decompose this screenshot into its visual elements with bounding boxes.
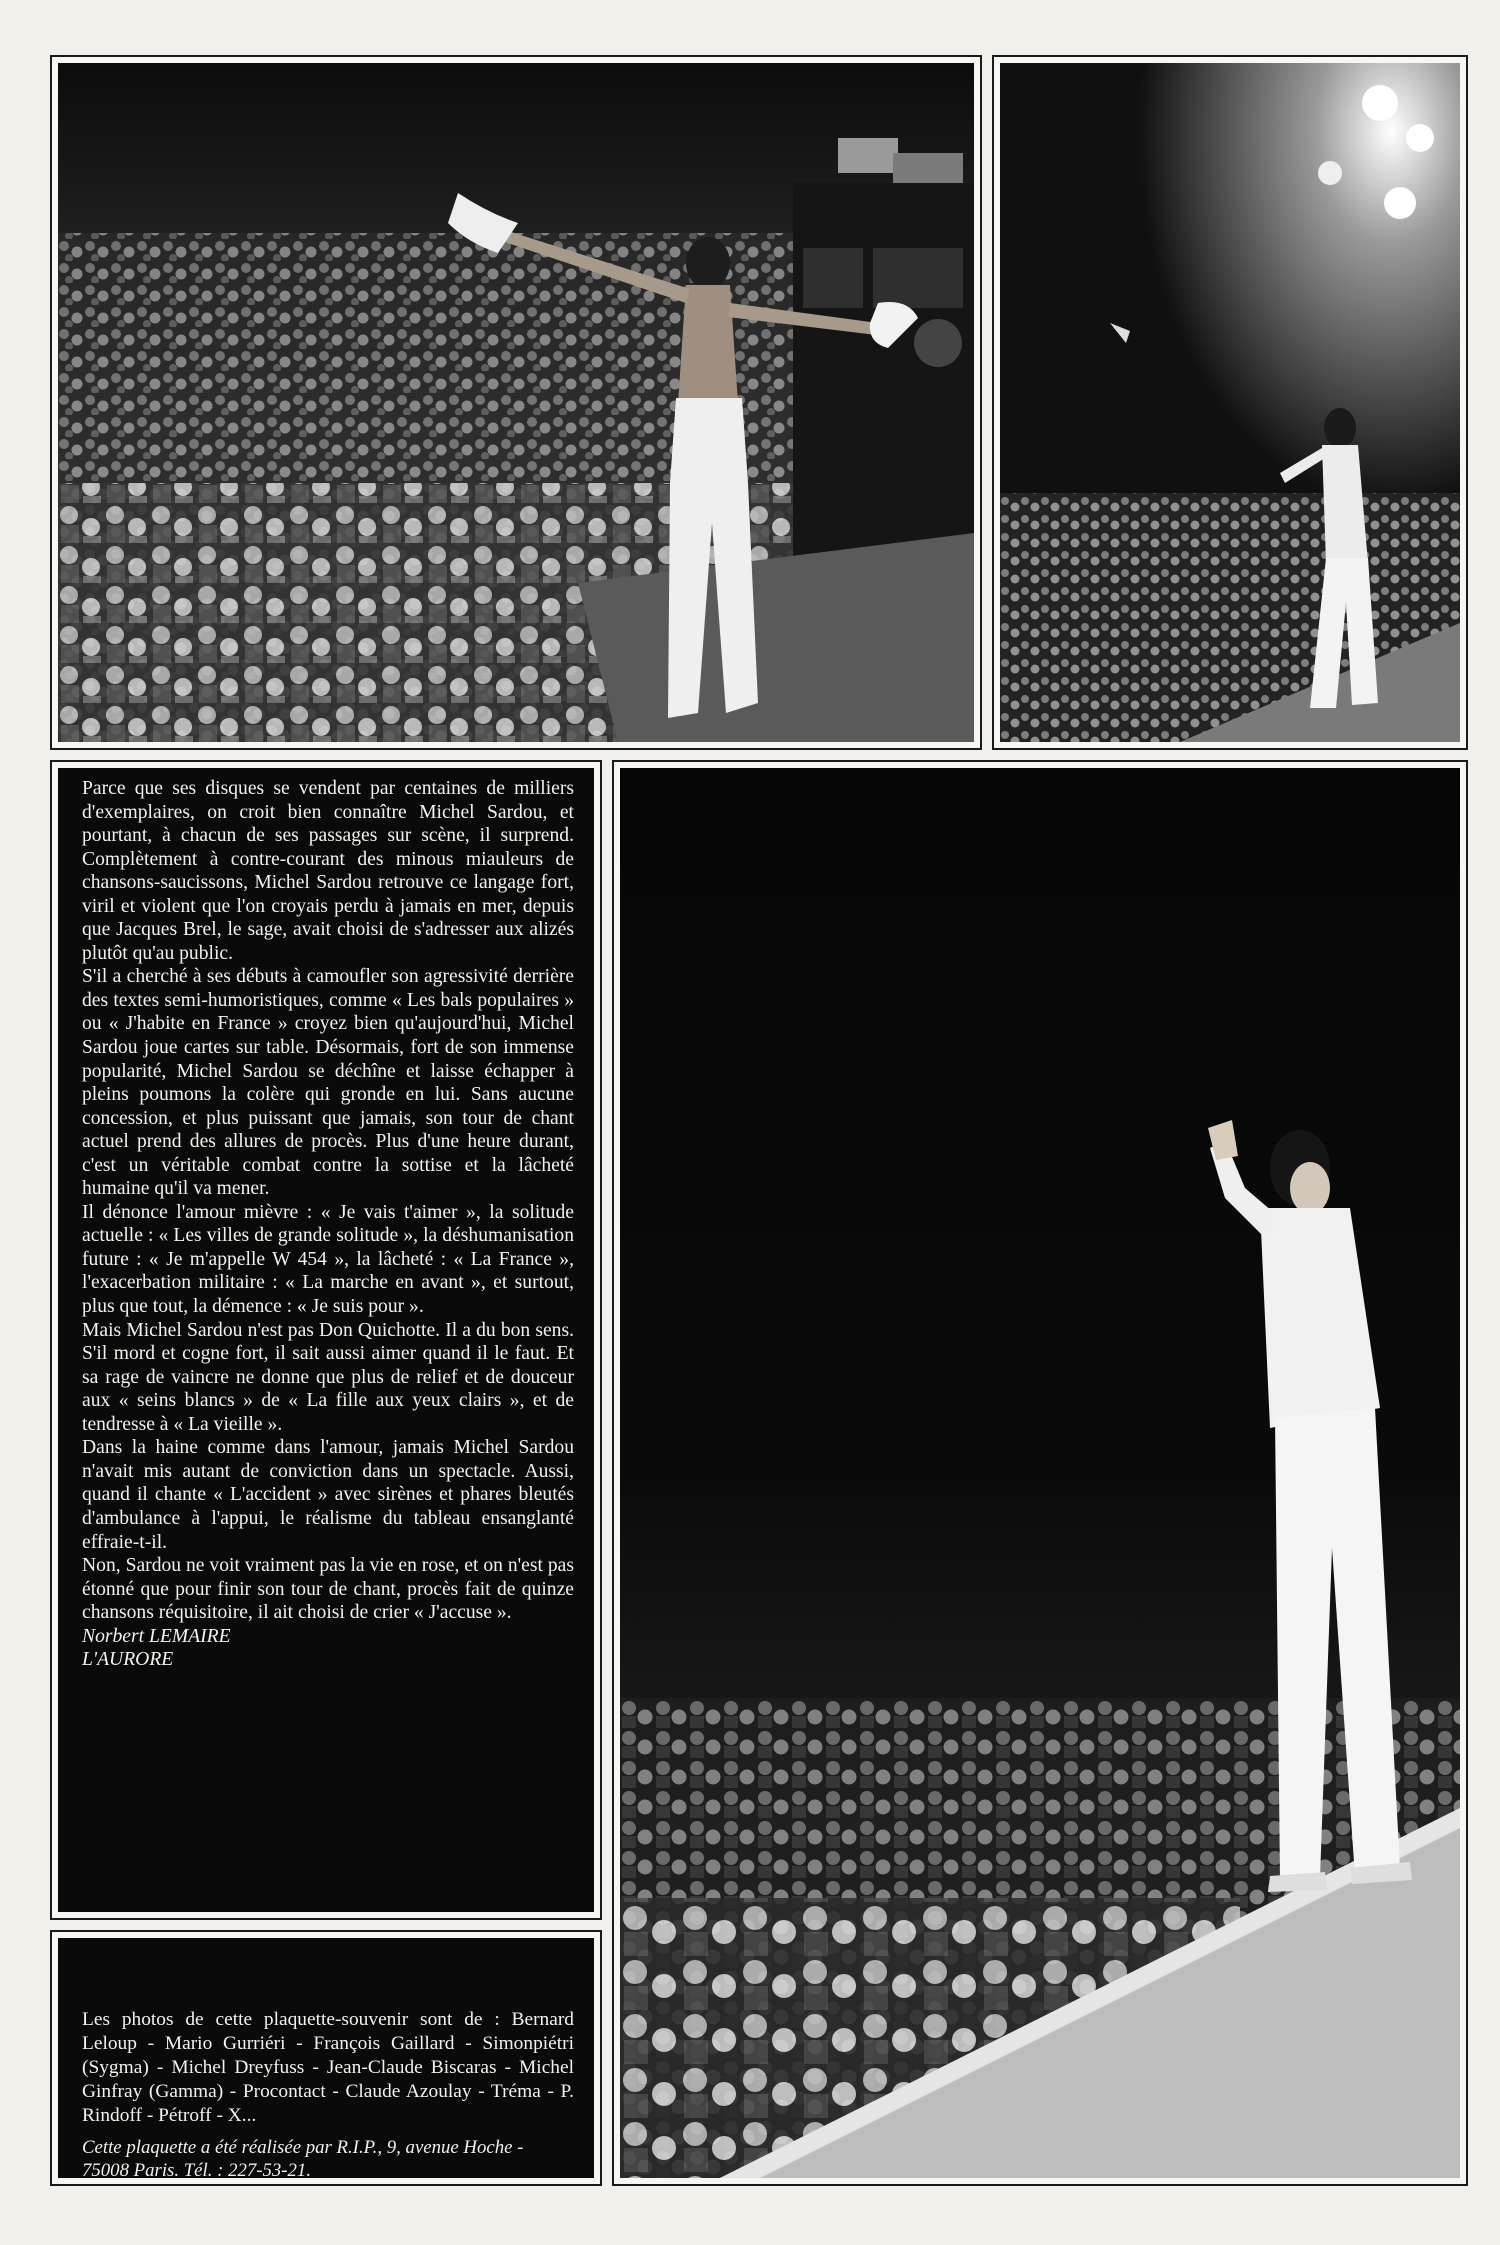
article-paragraph: Non, Sardou ne voit vraiment pas la vie en rose, et on n'est pas étonné que pour finir son tour de chant, procès fait de quinze chansons réquisitoire, il ait choisi de crier « J'accuse ». bbox=[82, 1555, 574, 1624]
article-paragraph: Dans la haine comme dans l'amour, jamais Michel Sardou n'avait mis autant de conviction dans un spectacle. Aussi, quand il chante « L'accident » avec sirènes et phares bleutés d'ambulance à l'appui, le réalisme du tableau ensanglanté effraie-t-il. bbox=[82, 1437, 574, 1553]
concert-photo-performer-waving bbox=[620, 768, 1460, 2178]
article-author: Norbert LEMAIRE bbox=[82, 1625, 231, 1647]
article-paragraph: Il dénonce l'amour mièvre : « Je vais t'aimer », la solitude actuelle : « Les villes de grande solitude », la déshumanisation future : « Je m'appelle W 454 », la lâcheté : « La France », l'exacerbation militaire : « La marche en avant », et surtout, plus que tout, la démence : « Je suis pour ». bbox=[82, 1201, 574, 1318]
credits-note: Cette plaquette a été réalisée par R.I.P., 9, avenue Hoche - 75008 Paris. Tél. : 227-53-21. bbox=[82, 2137, 524, 2181]
article-source: L'AURORE bbox=[82, 1649, 174, 1671]
photo-credits bbox=[58, 1938, 594, 2181]
article-paragraph: Mais Michel Sardou n'est pas Don Quichotte. Il a du bon sens. S'il mord et cogne fort, il sait aussi aimer quand il le faut. Et sa rage de vaincre ne donne que plus de relief et de douceur aux « seins blancs » de « La fille aux yeux clairs », et de tendresse à « La vieille ». bbox=[82, 1319, 574, 1435]
concert-photo-throwing-cloth bbox=[58, 63, 974, 742]
credits-text: Les photos de cette plaquette-souvenir sont de : Bernard Leloup - Mario Gurriéri - François Gaillard - Simonpiétri (Sygma) - Michel Dreyfuss - Jean-Claude Biscaras - Michel Ginfray (Gamma) - Procontact - Claude Azoulay - Tréma - P. Rindoff - Pétroff - X... bbox=[82, 2009, 574, 2126]
article-paragraph: Parce que ses disques se vendent par centaines de milliers d'exemplaires, on croit bien connaître Michel Sardou, et pourtant, à chacun de ses passages sur scène, il surprend. Complètement à contre-courant des minous miauleurs de chansons-saucissons, Michel Sardou retrouve ce langage fort, viril et violent que l'on croyais perdu à jamais en mer, depuis que Jacques Brel, le sage, avait choisi de s'adresser aux alizés plutôt qu'au public. bbox=[82, 778, 574, 964]
article-paragraph: S'il a cherché à ses débuts à camoufler son agressivité derrière des textes semi-humoristiques, comme « Les bals populaires » ou « J'habite en France » croyez bien qu'aujourd'hui, Michel Sardou joue cartes sur table. Désormais, fort de son immense popularité, Michel Sardou se déchîne et laisse échapper à pleins poumons la colère qui gronde en lui. Sans aucune concession, et plus puissant que jamais, son tour de chant actuel prend des allures de procès. Plus d'une heure durant, c'est un véritable combat contre la sottise et la lâcheté humaine qu'il va mener. bbox=[82, 966, 574, 1200]
article-text bbox=[58, 768, 594, 1912]
concert-photo-stage-lights bbox=[1000, 63, 1460, 742]
